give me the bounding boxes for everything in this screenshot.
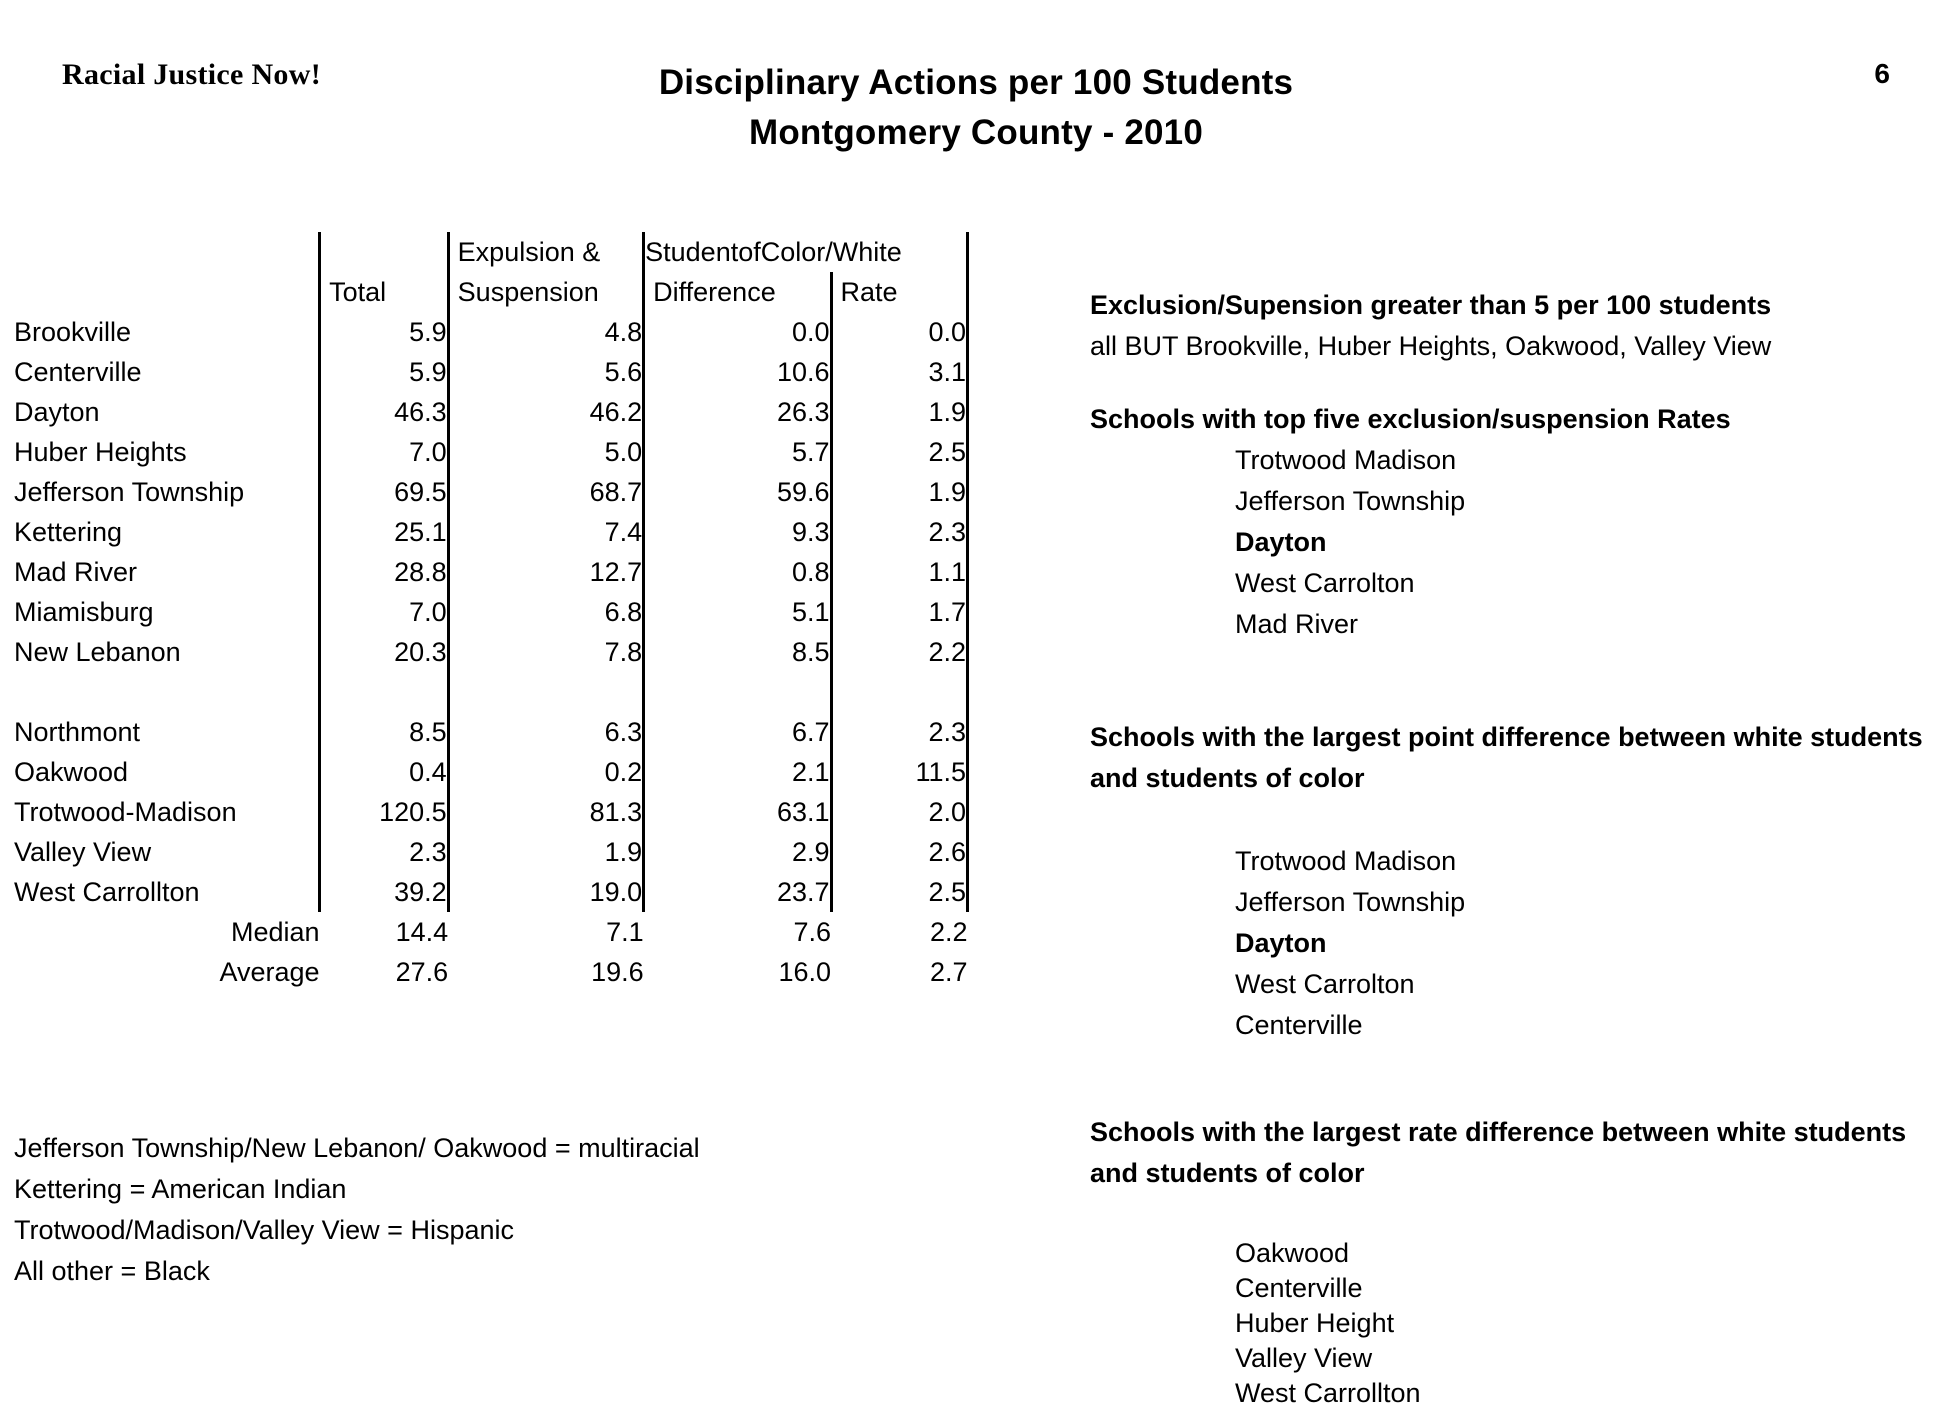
table-row [14,512,968,552]
spacer [1090,1046,1940,1112]
cell-expulsion-suspension: 7.4 [448,512,643,552]
cell-school-name: Miamisburg [14,597,154,627]
cell-difference: 0.0 [644,312,831,352]
cell-rate: 2.2 [831,632,967,672]
cell-school-name: Dayton [14,397,100,427]
cell-expulsion-suspension: 68.7 [448,472,643,512]
rate-diff-heading-line1: Schools with the largest rate difference between white students [1090,1117,1907,1147]
cell-rate: 2.3 [831,712,967,752]
cell-expulsion-suspension: 4.8 [448,312,643,352]
cell-total: 28.8 [320,552,449,592]
median-expulsion: 7.1 [606,917,644,947]
table-row [14,472,968,512]
cell-rate: 1.7 [831,592,967,632]
table-row [14,872,968,912]
header-total-top [320,232,449,272]
cell-difference: 59.6 [644,472,831,512]
rate-diff-heading-line2: and students of color [1090,1158,1365,1188]
cell-total: 7.0 [320,592,449,632]
cell-expulsion-suspension: 0.2 [448,752,643,792]
cell-rate: 1.9 [831,392,967,432]
point-diff-heading-line1: Schools with the largest point difference between white students [1090,722,1923,752]
cell-difference: 23.7 [644,872,831,912]
cell-total: 69.5 [320,472,449,512]
disciplinary-actions-table [14,232,969,992]
cell-expulsion-suspension: 81.3 [448,792,643,832]
average-label: Average [219,957,320,987]
cell-expulsion-suspension: 46.2 [448,392,643,432]
cell-total: 46.3 [320,392,449,432]
median-row [14,912,968,952]
header-blank [14,232,320,272]
cell-total: 5.9 [320,352,449,392]
table-row [14,352,968,392]
cell-total: 25.1 [320,512,449,552]
header-expulsion-line1: Expulsion & [448,232,643,272]
cell-total: 39.2 [320,872,449,912]
cell-difference: 63.1 [644,792,831,832]
spacer [1090,645,1940,717]
table-row [14,552,968,592]
cell-expulsion-suspension: 1.9 [448,832,643,872]
cell-difference: 2.1 [644,752,831,792]
cell-school-name: West Carrollton [14,877,200,907]
cell-total [320,672,449,712]
cell-difference: 8.5 [644,632,831,672]
table-row [14,792,968,832]
notes-panel [1090,285,1940,1411]
cell-school-name: Brookville [14,317,132,347]
point-diff-heading-line2: and students of color [1090,763,1365,793]
median-label: Median [231,917,320,947]
cell-rate: 0.0 [831,312,967,352]
table-row-spacer [14,672,968,712]
table-row [14,592,968,632]
cell-total: 8.5 [320,712,449,752]
cell-difference: 9.3 [644,512,831,552]
cell-total: 5.9 [320,312,449,352]
cell-school-name: New Lebanon [14,637,181,667]
header-rate: Rate [831,272,967,312]
cell-expulsion-suspension: 6.3 [448,712,643,752]
median-rate: 2.2 [929,917,968,947]
cell-total: 2.3 [320,832,449,872]
cell-difference: 6.7 [644,712,831,752]
cell-total: 0.4 [320,752,449,792]
list-item: Dayton [1235,527,1327,557]
spacer [1090,1194,1940,1236]
cell-expulsion-suspension: 7.8 [448,632,643,672]
footnote-item: Kettering = American Indian [14,1174,347,1204]
cell-rate: 2.0 [831,792,967,832]
list-item: Huber Height [1235,1308,1395,1338]
cell-total: 120.5 [320,792,449,832]
table-row [14,312,968,352]
cell-rate [831,672,967,712]
cell-difference: 26.3 [644,392,831,432]
cell-difference: 2.9 [644,832,831,872]
header-total: Total [320,272,449,312]
cell-rate: 11.5 [831,752,967,792]
cell-school-name: Huber Heights [14,437,187,467]
header-difference: Difference [644,272,831,312]
exclusion-heading: Exclusion/Supension greater than 5 per 100 students [1090,290,1772,320]
average-total: 27.6 [395,957,449,987]
cell-difference: 10.6 [644,352,831,392]
cell-expulsion-suspension: 12.7 [448,552,643,592]
list-item: West Carrolton [1235,568,1415,598]
footnote-item: Jefferson Township/New Lebanon/ Oakwood = multiracial [14,1133,700,1163]
average-rate: 2.7 [929,957,968,987]
cell-total: 20.3 [320,632,449,672]
cell-school-name: Trotwood-Madison [14,797,237,827]
top-five-heading: Schools with top five exclusion/suspension Rates [1090,404,1731,434]
cell-school-name: Kettering [14,517,123,547]
point-diff-list [1090,841,1940,1046]
cell-difference: 5.1 [644,592,831,632]
exclusion-subtext: all BUT Brookville, Huber Heights, Oakwood, Valley View [1090,331,1772,361]
header-blank-2 [14,272,320,312]
table-row [14,752,968,792]
cell-expulsion-suspension: 6.8 [448,592,643,632]
cell-school-name: Oakwood [14,757,129,787]
list-item: Trotwood Madison [1235,445,1457,475]
cell-rate: 1.9 [831,472,967,512]
cell-rate: 2.3 [831,512,967,552]
footnote-item: Trotwood/Madison/Valley View = Hispanic [14,1215,514,1245]
cell-difference: 0.8 [644,552,831,592]
cell-school-name: Northmont [14,717,141,747]
footnotes [14,1128,700,1292]
data-table-container [14,232,974,992]
top-five-list [1090,440,1940,645]
cell-expulsion-suspension [448,672,643,712]
list-item: Jefferson Township [1235,887,1466,917]
cell-school-name: Jefferson Township [14,477,245,507]
slide-number: 6 [1874,58,1890,89]
footnote-item: All other = Black [14,1256,210,1286]
cell-school-name: Mad River [14,557,138,587]
average-expulsion: 19.6 [591,957,644,987]
cell-expulsion-suspension: 19.0 [448,872,643,912]
cell-difference [644,672,831,712]
list-item: Trotwood Madison [1235,846,1457,876]
cell-expulsion-suspension: 5.0 [448,432,643,472]
title-line-1: Disciplinary Actions per 100 Students [658,63,1294,102]
table-row [14,632,968,672]
list-item: West Carrollton [1235,1378,1421,1408]
cell-rate: 2.5 [831,872,967,912]
table-row [14,432,968,472]
cell-school-name: Centerville [14,357,142,387]
cell-rate: 3.1 [831,352,967,392]
organization-name: Racial Justice Now! [62,58,321,91]
median-total: 14.4 [395,917,449,947]
spacer [1090,799,1940,841]
list-item: West Carrolton [1235,969,1415,999]
header-expulsion-line2: Suspension [448,272,643,312]
cell-school-name: Valley View [14,837,152,867]
cell-rate: 1.1 [831,552,967,592]
cell-school-name [14,672,320,712]
median-difference: 7.6 [793,917,832,947]
list-item: Centerville [1235,1273,1363,1303]
header-student-of-color-group: StudentofColor/White [644,232,968,272]
average-row [14,952,968,992]
list-item: Oakwood [1235,1238,1350,1268]
list-item: Mad River [1235,609,1359,639]
cell-difference: 5.7 [644,432,831,472]
table-row [14,832,968,872]
table-header-row-bottom [14,272,968,312]
cell-expulsion-suspension: 5.6 [448,352,643,392]
table-row [14,392,968,432]
list-item: Valley View [1235,1343,1373,1373]
spacer [1090,367,1940,399]
cell-rate: 2.6 [831,832,967,872]
cell-rate: 2.5 [831,432,967,472]
rate-diff-list [1090,1236,1940,1411]
list-item: Jefferson Township [1235,486,1466,516]
list-item: Centerville [1235,1010,1363,1040]
table-row [14,712,968,752]
cell-total: 7.0 [320,432,449,472]
list-item: Dayton [1235,928,1327,958]
title-line-2: Montgomery County - 2010 [748,112,1204,152]
table-header-row-top [14,232,968,272]
average-difference: 16.0 [778,957,832,987]
